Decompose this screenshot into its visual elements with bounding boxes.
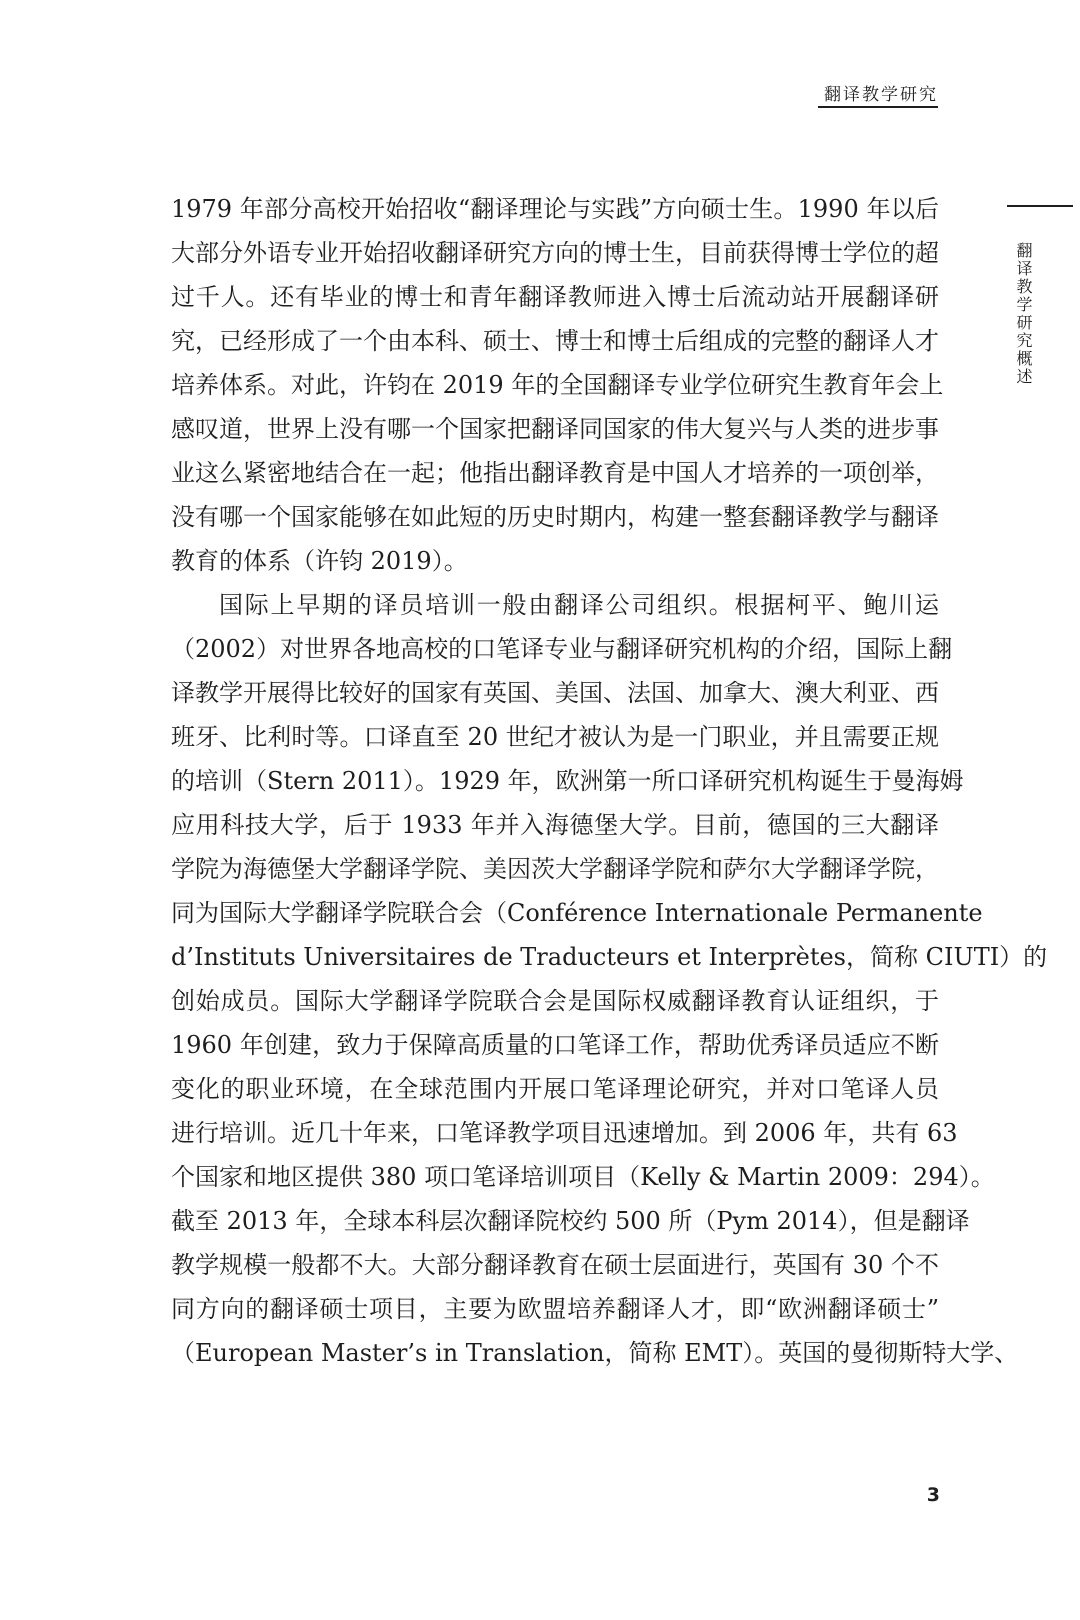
text-line: 教学规模一般都不大。大部分翻译教育在硕士层面进行，英国有 30 个不 (171, 1251, 939, 1279)
text-line: 业这么紧密地结合在一起；他指出翻译教育是中国人才培养的一项创举， (171, 459, 939, 487)
text-line: 个国家和地区提供 380 项口笔译培训项目（Kelly & Martin 2009：294）。 (171, 1163, 995, 1191)
side-tab-rule (1007, 205, 1073, 207)
text-line: 应用科技大学，后于 1933 年并入海德堡大学。目前，德国的三大翻译 (171, 811, 939, 839)
paragraph-first-line: 国际上早期的译员培训一般由翻译公司组织。根据柯平、鲍川运 (219, 591, 939, 619)
text-line: 截至 2013 年，全球本科层次翻译院校约 500 所（Pym 2014），但是翻译 (171, 1207, 970, 1235)
text-line: 感叹道，世界上没有哪一个国家把翻译同国家的伟大复兴与人类的进步事 (171, 415, 939, 443)
text-line: （2002）对世界各地高校的口笔译专业与翻译研究机构的介绍，国际上翻 (171, 635, 953, 663)
text-line: 大部分外语专业开始招收翻译研究方向的博士生，目前获得博士学位的超 (171, 239, 939, 267)
text-line: 过千人。还有毕业的博士和青年翻译教师进入博士后流动站开展翻译研 (171, 283, 939, 311)
text-line: 1979 年部分高校开始招收“翻译理论与实践”方向硕士生。1990 年以后 (171, 195, 939, 223)
text-line: 培养体系。对此，许钧在 2019 年的全国翻译专业学位研究生教育年会上 (171, 371, 944, 399)
text-line: 究，已经形成了一个由本科、硕士、博士和博士后组成的完整的翻译人才 (171, 327, 939, 355)
text-line: 班牙、比利时等。口译直至 20 世纪才被认为是一门职业，并且需要正规 (171, 723, 939, 751)
running-header-title: 翻译教学研究 (824, 85, 938, 105)
text-line: 的培训（Stern 2011）。1929 年，欧洲第一所口译研究机构诞生于曼海姆 (171, 767, 964, 795)
header-rule (818, 106, 938, 108)
text-line: 译教学开展得比较好的国家有英国、美国、法国、加拿大、澳大利亚、西 (171, 679, 939, 707)
text-line: 进行培训。近几十年来，口笔译教学项目迅速增加。到 2006 年，共有 63 (171, 1119, 958, 1147)
side-tab-chapter-title: 翻译教学研究概述 (1014, 242, 1033, 386)
text-line: 创始成员。国际大学翻译学院联合会是国际权威翻译教育认证组织，于 (171, 987, 939, 1015)
text-line: 同为国际大学翻译学院联合会（Conférence Internationale Permanente (171, 899, 983, 927)
text-line: 教育的体系（许钧 2019）。 (171, 547, 468, 575)
text-line: 变化的职业环境，在全球范围内开展口笔译理论研究，并对口笔译人员 (171, 1075, 939, 1103)
text-line: 1960 年创建，致力于保障高质量的口笔译工作，帮助优秀译员适应不断 (171, 1031, 939, 1059)
page-number: 3 (926, 1484, 940, 1506)
text-line: 没有哪一个国家能够在如此短的历史时期内，构建一整套翻译教学与翻译 (171, 503, 939, 531)
text-line: 学院为海德堡大学翻译学院、美因茨大学翻译学院和萨尔大学翻译学院， (171, 855, 939, 883)
text-line: 同方向的翻译硕士项目，主要为欧盟培养翻译人才，即“欧洲翻译硕士” (171, 1295, 939, 1323)
text-line: （European Master’s in Translation，简称 EMT）。英国的曼彻斯特大学、 (171, 1339, 1019, 1367)
text-line: d’Instituts Universitaires de Traducteurs et Interprètes，简称 CIUTI）的 (171, 943, 1048, 971)
